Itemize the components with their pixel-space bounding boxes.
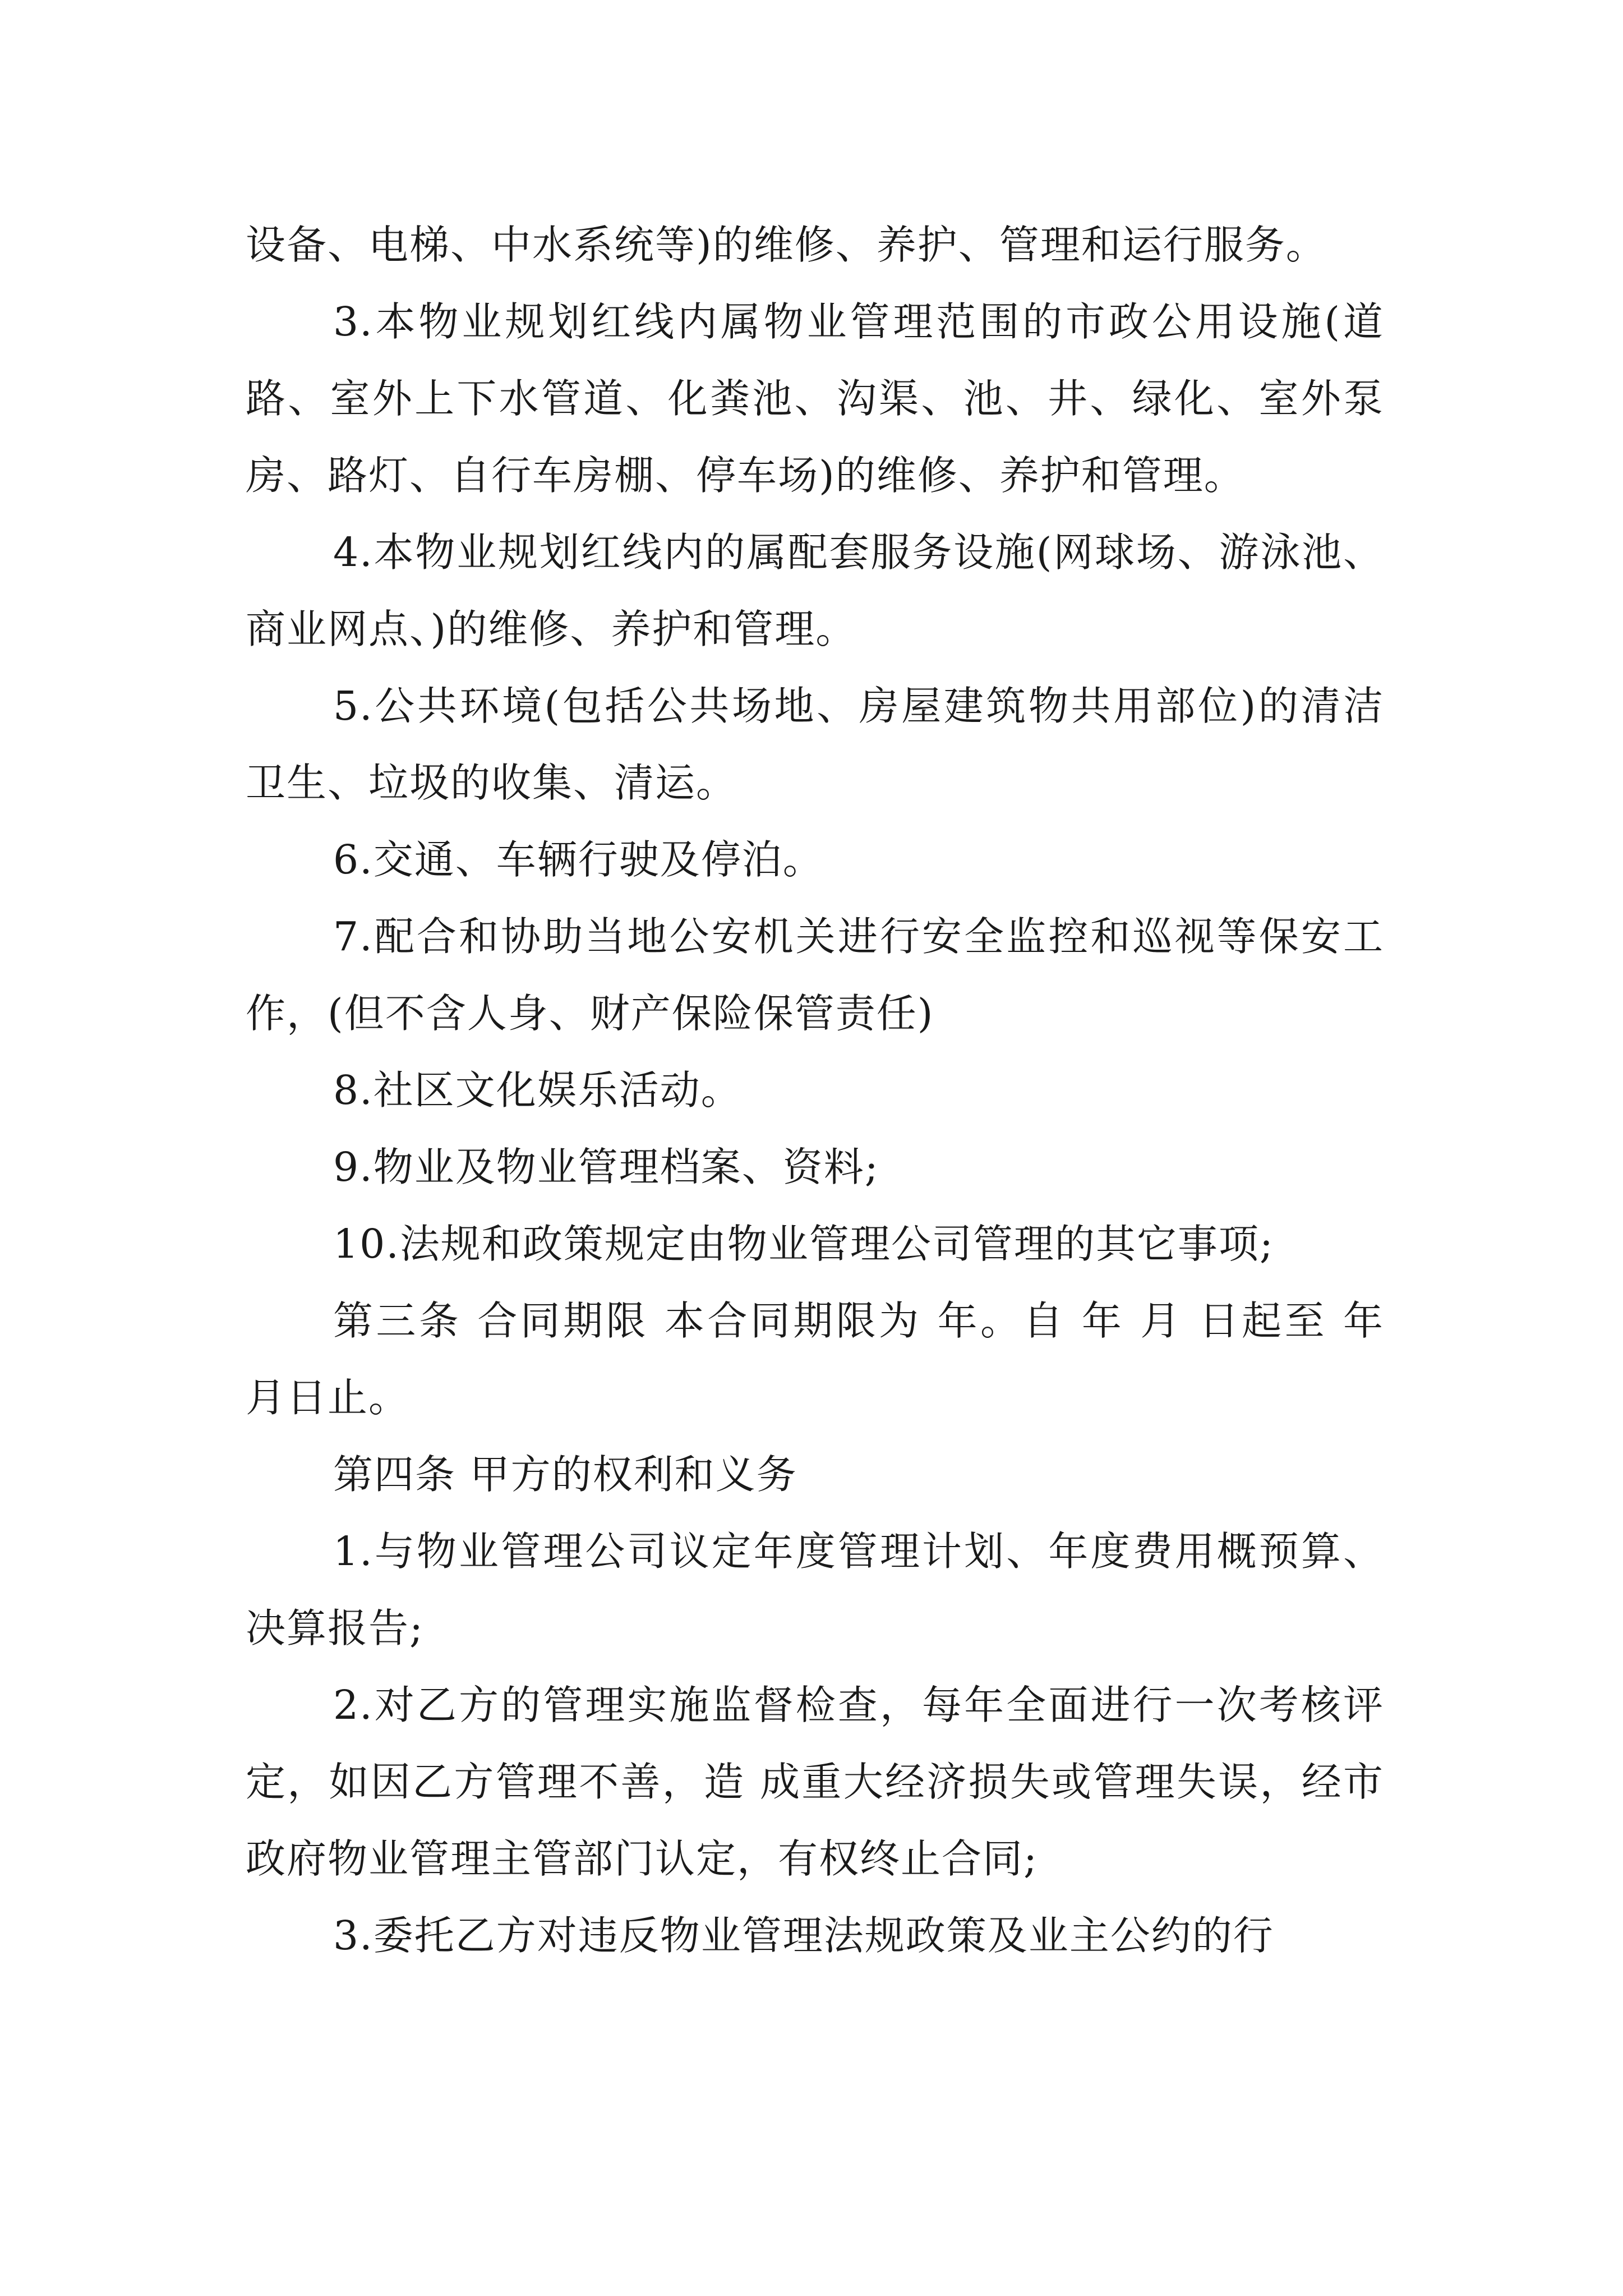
paragraph-item-10: 10.法规和政策规定由物业管理公司管理的其它事项; [333,1221,1274,1267]
paragraph-item-8: 8.社区文化娱乐活动。 [333,1067,742,1114]
paragraph-item-9: 9.物业及物业管理档案、资料; [333,1144,879,1190]
article-4-item-1: 1.与物业管理公司议定年度管理计划、年度费用概预算、决算报告; [246,1528,1384,1651]
paragraph-item-4: 4.本物业规划红线内的属配套服务设施(网球场、游泳池、商业网点、)的维修、养护和管理。 [246,529,1384,652]
article-4-item-3: 3.委托乙方对违反物业管理法规政策及业主公约的行 [333,1912,1274,1959]
document-body [246,206,1384,1974]
paragraph-item-6: 6.交通、车辆行驶及停泊。 [333,836,824,883]
paragraph-item-5: 5.公共环境(包括公共场地、房屋建筑物共用部位)的清洁卫生、垃圾的收集、清运。 [246,683,1384,806]
paragraph-item-3: 3.本物业规划红线内属物业管理范围的市政公用设施(道路、室外上下水管道、化粪池、沟渠、池、井、绿化、室外泵房、路灯、自行车房棚、停车场)的维修、养护和管理。 [246,298,1384,499]
paragraph-continuation: 设备、电梯、中水系统等)的维修、养护、管理和运行服务。 [246,222,1327,268]
article-4-heading: 第四条 甲方的权利和义务 [333,1451,797,1498]
paragraph-item-7: 7.配合和协助当地公安机关进行安全监控和巡视等保安工作，(但不含人身、财产保险保管责任) [246,913,1384,1037]
article-3-contract-term: 第三条 合同期限 本合同期限为 年。自 年 月 日起至 年 月日止。 [246,1297,1384,1421]
article-4-item-2: 2.对乙方的管理实施监督检查，每年全面进行一次考核评定，如因乙方管理不善，造 成重大经济损失或管理失误，经市政府物业管理主管部门认定，有权终止合同; [246,1682,1384,1882]
